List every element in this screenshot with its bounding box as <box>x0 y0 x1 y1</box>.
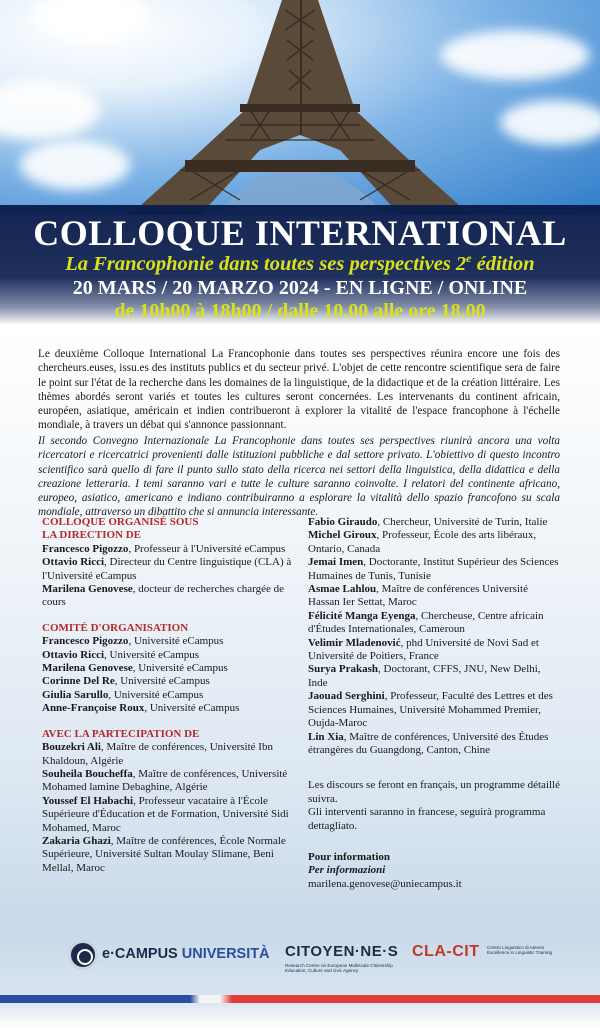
direction-heading-2: LA DIRECTION DE <box>42 529 142 542</box>
intro-italian: Il secondo Convegno Internazionale La Francophonie dans toutes ses perspectives riunirà ancora una volta ricercatori e ricercatrici provenienti dalle istituzioni pubbliche e dal settore privato. L'obiettivo di questo incontro scientifico sarà quello di fare il punto sullo stato della ricerca nei settori della linguistica, della didattica e della creazione letteraria. I temi saranno vari e tutte le culture saranno coinvolte. I relatori del continente africano, europeo, asiatico, americano e indiano contribuiranno a esplorare la vitalità dello spazio francofono su scala mondiale, attraverso un dibattito che si annuncia interessante. <box>38 435 560 519</box>
list-item: Francesco Pigozzo, Université eCampus <box>42 635 224 648</box>
participation-heading: AVEC LA PARTECIPATION DE <box>42 727 200 740</box>
list-item: Marilena Genovese, Université eCampus <box>42 662 228 675</box>
list-item: Corinne Del Re, Université eCampus <box>42 675 210 688</box>
list-item: Jaouad Serghini, Professeur, Faculté des Lettres et des Sciences Humaines, Université Mohammed Premier, Oujda-Maroc <box>308 690 553 730</box>
title-band <box>0 205 600 325</box>
list-item: Youssef El Habachi, Professeur vacataire à l'École Supérieure d'Éducation et de Formation, Université Sidi Mohamed, Maroc <box>42 794 289 834</box>
clacit-logo-caption: Centro Linguistico di Ateneo Excellence in Linguistic Training <box>487 945 553 956</box>
list-item: Michel Giroux, Professeur, École des arts libéraux, Ontario, Canada <box>308 529 537 555</box>
left-column <box>42 516 294 875</box>
committee-heading: COMITÉ D'ORGANISATION <box>42 621 189 634</box>
list-item: Zakaria Ghazi, Maître de conférences, École Normale Supérieure, Université Sultan Moulay Slimane, Beni Mellal, Maroc <box>42 834 286 874</box>
list-item: Marilena Genovese, docteur de recherches chargée de cours <box>42 583 284 609</box>
event-hours: de 10h00 à 18h00 / dalle 10.00 alle ore 18.00 <box>114 300 486 322</box>
direction-list <box>42 543 294 610</box>
list-item: Fabio Giraudo, Chercheur, Université de Turin, Italie <box>308 516 548 528</box>
committee-list <box>42 635 294 715</box>
event-subtitle: La Francophonie dans toutes ses perspectives 2e édition <box>65 251 535 275</box>
language-note-italian: Gli interventi saranno in francese, seguirà programma dettagliato. <box>308 806 546 832</box>
partner-logos <box>0 935 600 985</box>
list-item: Lin Xia, Maître de conférences, Université des Études étrangères du Guangdong, Canton, Chine <box>308 730 549 756</box>
contact-label-italian: Per informazioni <box>308 864 386 877</box>
ecampus-logo-icon <box>68 940 98 970</box>
participation-list-left <box>42 741 294 875</box>
list-item: Ottavio Ricci, Université eCampus <box>42 648 200 661</box>
right-column <box>308 516 560 891</box>
citoyen-logo-caption: Research Centre on European Multiscale Citizenship Education, Culture and civic Agency <box>285 963 393 974</box>
list-item: Francesco Pigozzo, Professeur à l'Université eCampus <box>42 542 286 555</box>
contact-label-french: Pour information <box>308 850 390 863</box>
flag-stripe <box>0 995 600 1003</box>
list-item: Giulia Sarullo, Université eCampus <box>42 688 204 701</box>
list-item: Velimir Mladenović, phd Université de Novi Sad et Université de Poitiers, France <box>308 636 539 663</box>
contact-email[interactable]: marilena.genovese@uniecampus.it <box>308 877 462 890</box>
participation-list-right <box>308 516 560 757</box>
list-item: Asmae Lahlou, Maître de conférences Université Hassan Ier Settat, Maroc <box>308 583 528 609</box>
tower-illustration <box>0 0 600 215</box>
ecampus-logo-text: e·CAMPUS UNIVERSITÀ <box>102 946 270 962</box>
intro-french: Le deuxième Colloque International La Francophonie dans toutes ses perspectives réunira encore une fois des chercheurs.euses, issu.es des instituts publics et du secteur privé. L'objet de cette rencontre scientifique sera de faire le point sur l'état de la recherche dans les domaines de la linguistique, de la didactique et de la création littéraire. Les thèmes abordés seront variés et toutes les cultures seront concernées. Les intervenants du continent africain, européen, asiatique, américain et indien contribueront à explorer la vitalité de l'espace francophone à l'échelle mondiale, à travers un débat qui s'annonce passionnant. <box>38 348 560 432</box>
list-item: Bouzekri Ali, Maître de conférences, Université Ibn Khaldoun, Algérie <box>42 741 273 767</box>
list-item: Anne-Françoise Roux, Université eCampus <box>42 702 240 715</box>
list-item: Surya Prakash, Doctorant, CFFS, JNU, New Delhi, Inde <box>308 663 541 689</box>
language-note-french: Les discours se feront en français, un programme détaillé suivra. <box>308 779 560 805</box>
clacit-logo-text: CLA-CIT <box>412 943 480 960</box>
eiffel-tower-photo <box>0 0 600 215</box>
event-title: COLLOQUE INTERNATIONAL <box>33 213 567 253</box>
list-item: Souheila Boucheffa, Maître de conférences, Université Mohamed lamine Debaghine, Algérie <box>42 767 288 794</box>
list-item: Félicité Manga Eyenga, Chercheuse, Centre africain d'Études Internationales, Cameroun <box>308 609 544 636</box>
list-item: Ottavio Ricci, Directeur du Centre linguistique (CLA) à l'Université eCampus <box>42 556 292 582</box>
citoyen-logo-text: CITOYEN·NE·S <box>285 943 399 960</box>
event-dates: 20 MARS / 20 MARZO 2024 - EN LIGNE / ONLINE <box>72 277 528 299</box>
direction-heading: COLLOQUE ORGANISÉ SOUS <box>42 516 199 528</box>
list-item: Jemai Imen, Doctorante, Institut Supérieur des Sciences Humaines de Tunis, Tunisie <box>308 556 559 582</box>
